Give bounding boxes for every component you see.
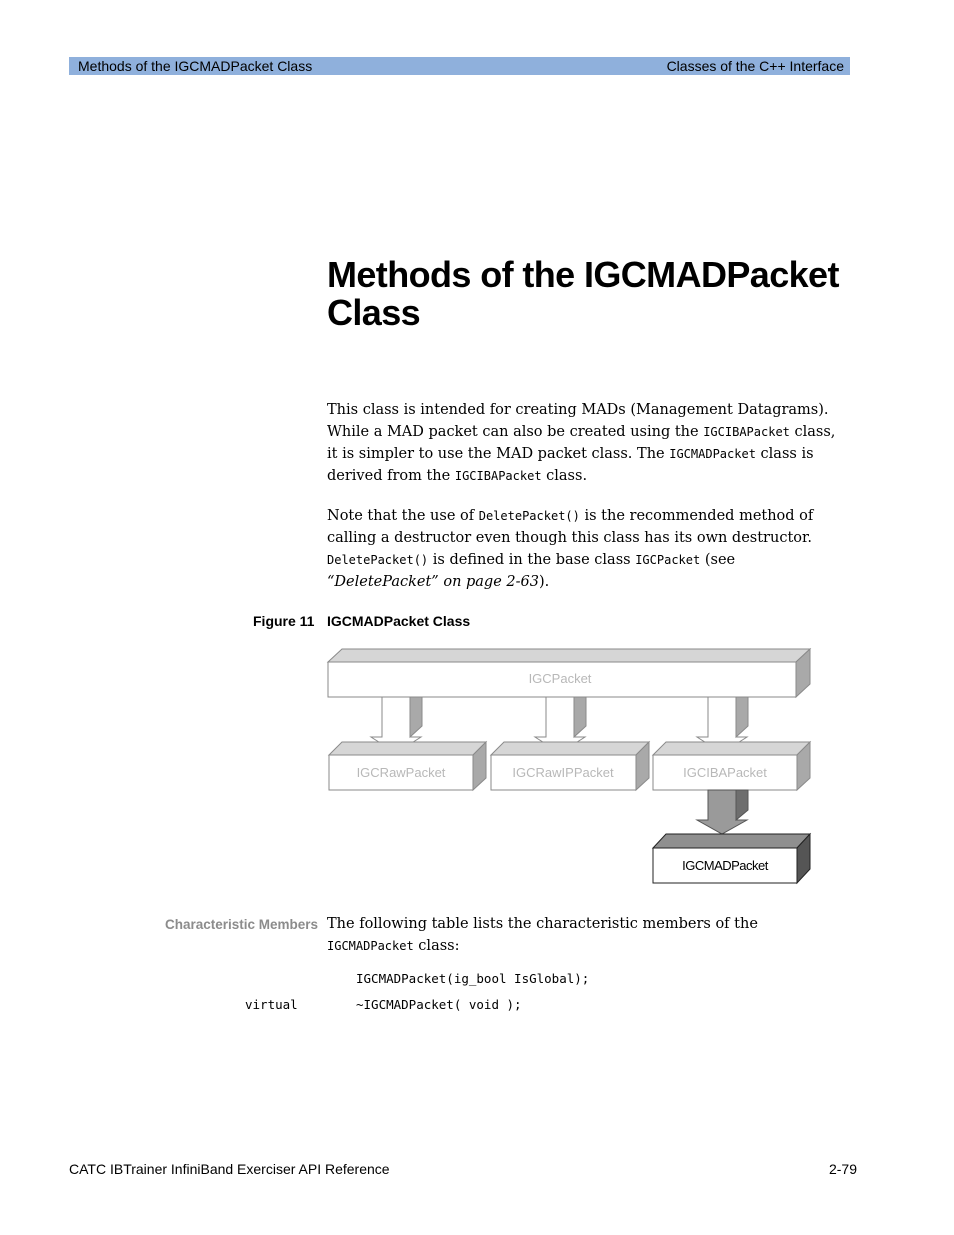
inheritance-arrow-mad bbox=[697, 790, 748, 834]
member-constructor: IGCMADPacket(ig_bool IsGlobal); bbox=[356, 971, 590, 986]
note-paragraph bbox=[327, 505, 849, 593]
code-ref: DeletePacket() bbox=[478, 509, 580, 523]
box-label: IGCRawIPPacket bbox=[512, 765, 614, 780]
text: class. bbox=[541, 468, 588, 484]
figure-label: Figure 11 bbox=[253, 613, 315, 629]
cross-reference-link[interactable]: “DeletePacket” on page 2-63 bbox=[327, 574, 539, 590]
code-ref: IGCMADPacket bbox=[669, 447, 756, 461]
text: Note that the use of bbox=[327, 508, 479, 524]
header-chapter-title: Classes of the C++ Interface bbox=[666, 58, 844, 74]
text: class, it is simpler to use the MAD packet class. The bbox=[327, 424, 836, 462]
text: ). bbox=[539, 574, 550, 590]
box-igcmadpacket bbox=[653, 834, 810, 883]
intro-paragraph bbox=[327, 399, 849, 487]
box-label: IGCRawPacket bbox=[356, 765, 446, 780]
page-title: Methods of the IGCMADPacket Class bbox=[327, 254, 839, 333]
text: The following table lists the characteristic members of the bbox=[327, 916, 758, 932]
code-ref: IGCPacket bbox=[635, 553, 701, 567]
code-ref: IGCIBAPacket bbox=[454, 469, 542, 483]
text: (see bbox=[700, 552, 736, 568]
box-igcrawippacket bbox=[491, 742, 649, 790]
code-ref: DeletePacket() bbox=[327, 553, 429, 567]
box-label: IGCPacket bbox=[528, 671, 592, 686]
text: is the recommended method of calling a destructor even though this class has its own destructor. bbox=[327, 508, 814, 546]
text: is defined in the base class bbox=[428, 552, 636, 568]
code-ref: IGCIBAPacket bbox=[703, 425, 790, 439]
code-ref: IGCMADPacket bbox=[327, 939, 414, 953]
footer-page-number: 2-79 bbox=[828, 1161, 857, 1177]
box-label: IGCMADPacket bbox=[682, 858, 768, 873]
text: class is derived from the bbox=[327, 446, 814, 484]
box-igcpacket bbox=[328, 649, 810, 697]
header-section-title: Methods of the IGCMADPacket Class bbox=[78, 58, 313, 74]
box-label: IGCIBAPacket bbox=[683, 765, 767, 780]
member-qualifier: virtual bbox=[245, 997, 298, 1012]
section-side-label: Characteristic Members bbox=[165, 917, 319, 932]
characteristic-paragraph bbox=[327, 913, 849, 957]
box-igcrawpacket bbox=[329, 742, 486, 790]
class-hierarchy-diagram bbox=[320, 640, 820, 890]
text: class: bbox=[413, 938, 460, 954]
text: This class is intended for creating MADs (Management Datagrams). While a MAD packet can also be created using the bbox=[327, 402, 829, 440]
member-destructor: ~IGCMADPacket( void ); bbox=[356, 997, 522, 1012]
footer-doc-title: CATC IBTrainer InfiniBand Exerciser API Reference bbox=[69, 1161, 390, 1177]
figure-title: IGCMADPacket Class bbox=[327, 613, 471, 629]
box-igcibapacket bbox=[653, 742, 810, 790]
